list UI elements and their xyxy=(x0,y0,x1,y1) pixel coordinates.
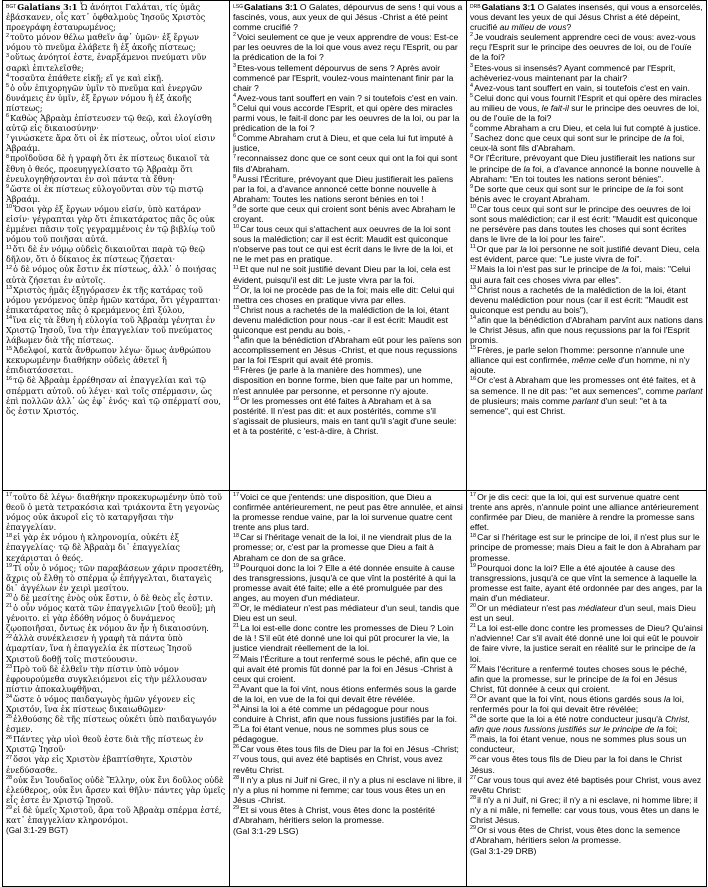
verse xyxy=(6,805,222,825)
verse-text: Aussi l'Écriture, prévoyant que Dieu justifierait les païens par la foi, a d'avance annoncé cette bonne nouvelle à Abraham: Toutes les nations seront bénies en toi ! xyxy=(233,173,454,204)
verse xyxy=(233,365,453,395)
verse xyxy=(470,694,684,714)
verse-text: Or, la loi ne procède pas de la foi; mais elle dit: Celui qui mettra ces choses en pratique vivra par elles. xyxy=(233,284,455,305)
verse-text: Frères (je parle à la manière des hommes), une disposition en bonne forme, bien que faite par un homme, n'est annulée par personne, et personne n'y ajoute. xyxy=(233,365,453,396)
verse xyxy=(233,133,453,153)
verse-text: Or je dis ceci: que la loi, qui est survenue quatre cent trente ans après, n'annule point une alliance antérieurement confirmée par Dieu, de manière à rendre la promesse sans effet. xyxy=(470,492,699,533)
verse-number: 4 xyxy=(470,82,474,89)
verse-text: Mais l'Écriture a tout renfermé sous le péché, afin que ce qui avait été promis fût donné par la foi en Jésus -Christ à ceux qui croient. xyxy=(233,653,457,684)
verse xyxy=(470,204,698,244)
verse xyxy=(6,775,225,805)
verse-number: 16 xyxy=(6,375,13,382)
verse-number: 7 xyxy=(470,133,474,140)
verse-number: 22 xyxy=(6,633,13,640)
verse-text: ὥστε ὁ νόμος παιδαγωγὸς ἡμῶν γέγονεν εἰς Χριστόν, ἵνα ἐκ πίστεως δικαιωθῶμεν· xyxy=(6,693,195,714)
verse-text: ἵνα εἰς τὰ ἔθνη ἡ εὐλογία τοῦ Ἀβραὰμ γένηται ἐν Χριστῷ Ἰησοῦ, ἵνα τὴν ἐπαγγελίαν τοῦ πνεύματος λάβωμεν διὰ τῆς πίστεως. xyxy=(6,314,216,346)
verse-text: τοῦτο μόνον θέλω μαθεῖν ἀφ᾽ ὑμῶν· ἐξ ἔργων νόμου τὸ πνεῦμα ἐλάβετε ἢ ἐξ ἀκοῆς πίστεως; xyxy=(6,32,199,53)
verse-number: 9 xyxy=(6,184,10,190)
verse-number: 8 xyxy=(6,153,10,160)
verse-number: 9 xyxy=(470,183,474,190)
verse-text: reconnaissez donc que ce sont ceux qui ont la foi qui sont fils d'Abraham. xyxy=(233,153,458,174)
verse xyxy=(6,694,195,714)
verse-text: προϊδοῦσα δὲ ἡ γραφὴ ὅτι ἐκ πίστεως δικαιοῖ τὰ ἔθνη ὁ θεός, προευηγγελίσατο τῷ Ἀβραὰμ ὅτι ἐνευλογηθήσονται ἐν σοὶ πάντα τὰ ἔθνη· xyxy=(6,153,210,184)
verse xyxy=(470,133,684,153)
drb-verses-17-29 xyxy=(470,492,703,845)
verse xyxy=(233,724,429,744)
verse xyxy=(6,315,215,345)
verse-number: 5 xyxy=(233,103,237,110)
verse-text: La loi est-elle donc contre les promesses de Dieu ? Loin de là ! S'il eût été donné une loi qui pût procurer la vie, la justice viendrait réellement de la loi. xyxy=(233,623,454,654)
verse xyxy=(470,623,703,663)
verse-text: afin que la bénédiction d'Abraham eût pour les païens son accomplissement en Jésus -Christ, et que nous reçussions par la foi l'Esprit qui avait été promis. xyxy=(233,335,462,366)
bgt-cell-top xyxy=(3,1,230,491)
verse-number: 21 xyxy=(470,623,477,630)
verse xyxy=(233,32,458,62)
verse-number: 3 xyxy=(6,52,10,59)
verse-number: 27 xyxy=(6,754,13,761)
verse-text: Or, le médiateur n'est pas médiateur d'un seul, tandis que Dieu est un seul. xyxy=(233,603,460,624)
verse-number: 5 xyxy=(6,83,10,90)
drb-reference: (Gal 3:1-29 DRB) xyxy=(470,846,537,857)
verse-text: Car vous tous qui avez été baptisés pour Christ, vous avez revêtu Christ: xyxy=(470,774,702,795)
verse xyxy=(470,123,700,133)
verse-text: γινώσκετε ἄρα ὅτι οἱ ἐκ πίστεως, οὗτοι υἱοί εἰσιν Ἀβραάμ. xyxy=(6,133,216,154)
verse-number: 26 xyxy=(6,734,13,741)
verse-text: εἰ δὲ ὑμεῖς Χριστοῦ, ἄρα τοῦ Ἀβραὰμ σπέρμα ἐστέ, κατ᾽ ἐπαγγελίαν κληρονόμοι. xyxy=(6,804,222,825)
verse-number: 25 xyxy=(470,734,477,741)
verse xyxy=(233,744,459,754)
verse-text: Car tous ceux qui sont sur le principe des oeuvres de loi sont sous malédiction; car il est écrit: "Maudit est quiconque ne persévère pas dans toutes les choses qui sont écrites dans le livre de la loi pour les faire". xyxy=(470,203,698,245)
bgt-reference: (Gal 3:1-29 BGT) xyxy=(6,826,69,836)
verse xyxy=(233,532,451,562)
verse xyxy=(470,775,701,795)
verse-number: 17 xyxy=(233,492,240,499)
verse xyxy=(6,83,202,113)
verse-number: 28 xyxy=(233,774,240,781)
verse-number: 17 xyxy=(470,492,477,499)
drb-verses-1-16 xyxy=(470,2,703,416)
verse-number: 8 xyxy=(470,153,474,160)
verse-text: De sorte que ceux qui sont sur le principe de la foi sont bénis avec le croyant Abraham. xyxy=(470,183,684,204)
verse-number: 24 xyxy=(233,704,240,711)
verse-text: comme Abraham a cru Dieu, et cela lui fut compté à justice. xyxy=(474,123,701,134)
verse-number: 6 xyxy=(6,113,10,120)
verse-text: Avez-vous tant souffert en vain, si toutefois c'est en vain. xyxy=(474,82,690,93)
verse-text: οὐκ ἔνι Ἰουδαῖος οὐδὲ Ἕλλην, οὐκ ἔνι δοῦλος οὐδὲ ἐλεύθερος, οὐκ ἔνι ἄρσεν καὶ θῆλυ· πάντες γὰρ ὑμεῖς εἷς ἐστε ἐν Χριστῷ Ἰησοῦ. xyxy=(6,774,226,805)
verse xyxy=(470,714,690,734)
verse-text: car vous êtes tous fils de Dieu par la foi dans le Christ Jésus. xyxy=(470,754,683,775)
verse xyxy=(6,184,203,204)
verse xyxy=(470,63,675,83)
verse-number: 10 xyxy=(6,204,13,211)
verse xyxy=(233,603,459,623)
verse-number: 13 xyxy=(6,284,13,291)
verse-number: 25 xyxy=(233,724,240,731)
verse-number: 22 xyxy=(233,653,240,660)
verse xyxy=(6,204,215,244)
verse-number: 14 xyxy=(6,315,13,322)
drb-version-tag: DRB xyxy=(470,4,481,10)
verse-number: 14 xyxy=(470,315,477,322)
verse xyxy=(6,52,206,72)
verse xyxy=(470,492,699,532)
verse-text: Frères, je parle selon l'homme: personne n'annule une alliance qui est confirmée, même celle d'un homme, ni n'y ajoute. xyxy=(470,345,690,376)
lsg-version-tag: LSG xyxy=(233,4,244,10)
verse-number: 22 xyxy=(470,663,477,670)
verse-number: 15 xyxy=(470,345,477,352)
verse xyxy=(233,754,443,774)
verse xyxy=(470,93,702,123)
verse-text: Or avant que la foi vînt, nous étions gardés sous la loi, renfermés pour la foi qui devait être révélée; xyxy=(470,693,684,714)
verse xyxy=(6,285,221,315)
verse xyxy=(470,375,703,415)
verse-text: ὥστε οἱ ἐκ πίστεως εὐλογοῦνται σὺν τῷ πιστῷ Ἀβραάμ. xyxy=(6,183,204,204)
verse-text: Pourquoi donc la loi? Elle a été ajoutée à cause des transgressions, jusqu'à ce que vînt la semence à laquelle la promesse est faite, ayant été ordonnée par des anges, par la main d'un médiateur. xyxy=(470,562,703,603)
verse-text: Or c'est à Abraham que les promesses ont été faites, et à sa semence. Il ne dit pas: "et aux semences", comme parlant de plusieurs; mais comme parlant d'un seul: "et à ta semence", qui est Christ. xyxy=(470,375,703,416)
verse xyxy=(470,563,702,603)
parallel-table xyxy=(2,0,707,887)
verse xyxy=(233,305,449,335)
verse-text: La loi est-elle donc contre les promesses de Dieu? Qu'ainsi n'advienne! Car s'il avait été donné une loi qui eût le pouvoir de faire vivre, la justice serait en réalité sur le principe de la loi. xyxy=(470,623,703,664)
verse-number: 26 xyxy=(470,754,477,761)
verse xyxy=(6,633,192,663)
verse-number: 4 xyxy=(233,92,237,99)
verse-number: 18 xyxy=(233,532,240,539)
verse xyxy=(6,603,215,633)
verse-number: 25 xyxy=(6,714,13,721)
verse-number: 19 xyxy=(6,562,13,569)
verse-number: 16 xyxy=(470,375,477,382)
verse-number: 12 xyxy=(6,264,13,271)
verse xyxy=(233,63,453,93)
bgt-heading: Galatians 3:1 xyxy=(17,2,78,12)
verse-text: Mais la loi n'est pas sur le principe de la foi, mais: "Celui qui aura fait ces choses vivra par elles". xyxy=(470,264,691,285)
verse-number: 26 xyxy=(233,744,240,751)
verse xyxy=(470,664,687,694)
verse xyxy=(470,264,691,284)
verse-number: 9 xyxy=(233,204,237,211)
verse xyxy=(233,396,456,436)
verse xyxy=(470,244,699,264)
verse-number: 24 xyxy=(470,714,477,721)
verse xyxy=(6,734,203,754)
verse-number: 2 xyxy=(233,32,237,39)
verse xyxy=(233,93,458,103)
verse xyxy=(6,563,224,593)
verse-number: 3 xyxy=(233,62,237,69)
verse xyxy=(233,563,456,603)
verse-number: 16 xyxy=(233,395,240,402)
verse-text: Il n'y a plus ni Juif ni Grec, il n'y a plus ni esclave ni libre, il n'y a plus ni homme ni femme; car tous vous êtes un en Jésus -Christ. xyxy=(233,774,462,805)
verse xyxy=(6,244,205,264)
verse-number: 28 xyxy=(470,794,477,801)
verse-text: Car vous êtes tous fils de Dieu par la foi en Jésus -Christ; xyxy=(240,744,459,755)
verse-number: 14 xyxy=(233,335,240,342)
verse-text: de sorte que ceux qui croient sont bénis avec Abraham le croyant. xyxy=(233,203,456,224)
verse-number: 13 xyxy=(233,304,240,311)
verse-number: 23 xyxy=(6,663,13,670)
verse-number: 3 xyxy=(470,62,474,69)
verse-number: 11 xyxy=(6,244,12,251)
lsg-cell-top xyxy=(230,1,467,491)
verse-text: Sachez donc que ceux qui sont sur le principe de la foi, ceux-là sont fils d'Abraham. xyxy=(470,133,685,154)
verse-number: 17 xyxy=(6,492,13,499)
verse-text: Celui donc qui vous fournit l'Esprit et qui opère des miracles au milieu de vous, le fait-il sur le principe des oeuvres de loi, ou de l'ouïe de la foi? xyxy=(470,92,702,124)
verse xyxy=(233,335,462,365)
verse xyxy=(470,825,680,845)
lsg-verses-17-29 xyxy=(233,492,463,825)
verse-text: Etes-vous tellement dépourvus de sens ? Après avoir commencé par l'Esprit, voulez-vous maintenant finir par la chair ? xyxy=(233,62,454,93)
verse-text: Christ nous a rachetés de la malédiction de la loi, étant devenu malédiction pour nous (car il est écrit: "Maudit est quiconque est pendu au bois"), xyxy=(470,284,688,315)
drb-heading: Galatians 3:1 xyxy=(481,2,536,12)
verse-text: Χριστὸς ἡμᾶς ἐξηγόρασεν ἐκ τῆς κατάρας τοῦ νόμου γενόμενος ὑπὲρ ἡμῶν κατάρα, ὅτι γέγραπται· ἐπικατάρατος πᾶς ὁ κρεμάμενος ἐπὶ ξύλου, xyxy=(6,284,221,315)
verse xyxy=(233,654,457,684)
verse xyxy=(6,345,211,375)
verse xyxy=(233,103,459,133)
verse-number: 5 xyxy=(470,92,474,99)
verse-number: 27 xyxy=(470,774,477,781)
verse-text: Car tous ceux qui s'attachent aux oeuvres de la loi sont sous la malédiction; car il est écrit: Maudit est quiconque n'observe pas tout ce qui est écrit dans le livre de la loi, et ne le met pas en pratique. xyxy=(233,224,453,265)
verse-number: 18 xyxy=(470,532,477,539)
verse-number: 6 xyxy=(470,123,474,130)
verse-text: ὁ οὖν ἐπιχορηγῶν ὑμῖν τὸ πνεῦμα καὶ ἐνεργῶν δυνάμεις ἐν ὑμῖν, ἐξ ἔργων νόμου ἢ ἐξ ἀκοῆς πίστεως; xyxy=(6,82,203,113)
verse-text: Ὦ ἀνόητοι Γαλάται, τίς ὑμᾶς ἐβάσκανεν, οἷς κατ᾽ ὀφθαλμοὺς Ἰησοῦς Χριστὸς προεγράφη ἐσταυρωμένος; xyxy=(6,2,206,33)
verse-number: 11 xyxy=(233,264,239,271)
verse-text: mais, la foi étant venue, nous ne sommes plus sous un conducteur, xyxy=(470,734,687,755)
verse-text: οὕτως ἀνόητοί ἐστε, ἐναρξάμενοι πνεύματι νῦν σαρκὶ ἐπιτελεῖσθε; xyxy=(6,52,207,73)
lsg-verses-1-16 xyxy=(233,2,462,436)
verse xyxy=(233,174,453,204)
verse xyxy=(470,315,703,345)
verse xyxy=(6,133,215,153)
verse xyxy=(233,704,457,724)
verse-number: 8 xyxy=(233,173,237,180)
verse-text: Or les promesses ont été faites à Abraham et à sa postérité. Il n'est pas dit: et aux postérités, comme s'il s'agissait de plusieurs, mais en tant qu'il s'agit d'une seule: et à ta postérité, c 'est-à-dire, à Christ. xyxy=(233,395,457,436)
verse-text: Christ nous a rachetés de la malédiction de la loi, étant devenu malédiction pour nous -car il est écrit: Maudit est quiconque est pendu au bois, - xyxy=(233,304,449,335)
verse xyxy=(470,184,683,204)
verse-text: ἐλθούσης δὲ τῆς πίστεως οὐκέτι ὑπὸ παιδαγωγόν ἐσμεν. xyxy=(6,714,217,735)
verse-text: τοσαῦτα ἐπάθετε εἰκῇ; εἴ γε καὶ εἰκῇ. xyxy=(10,72,164,83)
lsg-reference: (Gal 3:1-29 LSG) xyxy=(233,826,299,837)
verse-text: La foi étant venue, nous ne sommes plus sous ce pédagogue. xyxy=(233,724,429,745)
verse-text: τῷ δὲ Ἀβραὰμ ἐρρέθησαν αἱ ἐπαγγελίαι καὶ τῷ σπέρματι αὐτοῦ. οὐ λέγει· καὶ τοῖς σπέρμασιν, ὡς ἐπὶ πολλῶν ἀλλ᾽ ὡς ἐφ᾽ ἑνός· καὶ τῷ σπέρματί σου, ὅς ἐστιν Χριστός. xyxy=(6,375,222,416)
verse-text: Car si l'héritage venait de la loi, il ne viendrait plus de la promesse; or, c'est par la promesse que Dieu a fait à Abraham ce don de sa grâce. xyxy=(233,532,452,563)
verse-number: 10 xyxy=(233,224,240,231)
verse xyxy=(6,492,222,532)
verse-text: ὁ δὲ μεσίτης ἑνὸς οὐκ ἔστιν, ὁ δὲ θεὸς εἷς ἐστιν. xyxy=(13,592,213,603)
verse xyxy=(6,714,217,734)
verse-text: Etes-vous si insensés? Ayant commencé par l'Esprit, achèveriez-vous maintenant par la chair? xyxy=(470,62,676,83)
drb-cell-top xyxy=(467,1,707,491)
drb-cell-bottom xyxy=(467,491,707,887)
verse-number: 2 xyxy=(6,32,10,39)
verse-number: 24 xyxy=(6,694,13,701)
verse-text: Celui qui vous accorde l'Esprit, et qui opère des miracles parmi vous, le fait-il donc par les oeuvres de la loi, ou par la prédication de la foi ? xyxy=(233,102,460,134)
verse-number: 10 xyxy=(470,204,477,211)
verse-number: 23 xyxy=(470,694,477,701)
verse xyxy=(470,32,696,62)
verse-number: 28 xyxy=(6,774,13,781)
verse-text: Ὅσοι γὰρ ἐξ ἔργων νόμου εἰσίν, ὑπὸ κατάραν εἰσίν· γέγραπται γὰρ ὅτι ἐπικατάρατος πᾶς ὃς οὐκ ἐμμένει πᾶσιν τοῖς γεγραμμένοις ἐν τῷ βιβλίῳ τοῦ νόμου τοῦ ποιῆσαι αὐτά. xyxy=(6,203,216,245)
verse xyxy=(6,73,164,83)
verse xyxy=(6,113,212,133)
verse-text: ὅτι δὲ ἐν νόμῳ οὐδεὶς δικαιοῦται παρὰ τῷ θεῷ δῆλον, ὅτι ὁ δίκαιος ἐκ πίστεως ζήσεται· xyxy=(6,244,205,265)
verse-text: ὅσοι γὰρ εἰς Χριστὸν ἐβαπτίσθητε, Χριστὸν ἐνεδύσασθε. xyxy=(6,754,193,775)
bgt-verses-17-29 xyxy=(6,492,225,825)
verse xyxy=(470,153,700,183)
verse-text: Or si vous êtes de Christ, vous êtes donc la semence d'Abraham, héritiers selon la promesse. xyxy=(470,825,681,846)
verse-text: Mais l'écriture a renfermé toutes choses sous le péché, afin que la promesse, sur le principe de la foi en Jésus Christ, fût donnée à ceux qui croient. xyxy=(470,663,688,694)
verse-text: Or l'Écriture, prévoyant que Dieu justifierait les nations sur le principe de la foi, a d'avance annoncé la bonne nouvelle à Abraham: "En toi toutes les nations seront bénies". xyxy=(470,153,701,184)
verse xyxy=(233,775,462,805)
verse-number: 21 xyxy=(6,603,13,610)
verse-number: 20 xyxy=(6,593,13,600)
verse-text: Comme Abraham crut à Dieu, et que cela lui fut imputé à justice, xyxy=(233,133,453,154)
verse-text: Et que nul ne soit justifié devant Dieu par la loi, cela est évident, puisqu'il est dit: Le juste vivra par la foi. xyxy=(233,264,451,285)
verse xyxy=(6,754,192,774)
verse xyxy=(6,153,210,183)
verse-number: 29 xyxy=(233,805,240,812)
verse-number: 12 xyxy=(233,284,240,291)
verse xyxy=(470,754,682,774)
bgt-cell-bottom xyxy=(3,491,230,887)
verse-text: il n'y a ni Juif, ni Grec; il n'y a ni esclave, ni homme libre; il n'y a ni mâle, ni femelle: car vous tous, vous êtes un dans le Christ Jésus. xyxy=(470,794,700,825)
verse-number: 4 xyxy=(6,72,10,79)
verse-number: 29 xyxy=(470,825,477,832)
verse xyxy=(6,532,180,562)
verse-text: εἰ γὰρ ἐκ νόμου ἡ κληρονομία, οὐκέτι ἐξ ἐπαγγελίας· τῷ δὲ Ἀβραὰμ δι᾽ ἐπαγγελίας κεχάρισται ὁ θεός. xyxy=(6,532,180,563)
verse-text: Pourquoi donc la loi ? Elle a été donnée ensuite à cause des transgressions, jusqu'à ce que vînt la postérité à qui la promesse avait été faite; elle a été promulguée par des anges, au moyen d'un médiateur. xyxy=(233,562,456,603)
verse-text: ὁ οὖν νόμος κατὰ τῶν ἐπαγγελιῶν [τοῦ θεοῦ]; μὴ γένοιτο. εἰ γὰρ ἐδόθη νόμος ὁ δυνάμενος ζῳοποιῆσαι, ὄντως ἐκ νόμου ἂν ἦν ἡ δικαιοσύνη. xyxy=(6,603,216,634)
verse-number: 18 xyxy=(6,532,13,539)
verse xyxy=(233,805,435,825)
verse-number: 21 xyxy=(233,623,240,630)
verse xyxy=(6,264,216,284)
verse-number: 13 xyxy=(470,284,477,291)
verse xyxy=(233,492,463,532)
verse xyxy=(6,375,221,415)
verse-text: Avez-vous tant souffert en vain ? si toutefois c'est en vain. xyxy=(237,92,458,103)
verse xyxy=(233,264,450,284)
verse-number: 29 xyxy=(6,805,13,812)
verse-number: 15 xyxy=(233,365,240,372)
verse xyxy=(470,795,699,825)
lsg-cell-bottom xyxy=(230,491,467,887)
verse-number: 6 xyxy=(233,133,237,140)
verse-text: O Galates, dépourvus de sens ! qui vous a fascinés, vous, aux yeux de qui Jésus -Christ a été peint comme crucifié ? xyxy=(233,2,463,33)
lsg-heading: Galatians 3:1 xyxy=(244,2,298,12)
verse xyxy=(6,32,199,52)
verse-text: ἀλλὰ συνέκλεισεν ἡ γραφὴ τὰ πάντα ὑπὸ ἁμαρτίαν, ἵνα ἡ ἐπαγγελία ἐκ πίστεως Ἰησοῦ Χριστοῦ δοθῇ τοῖς πιστεύουσιν. xyxy=(6,633,192,664)
verse xyxy=(470,345,690,375)
verse-number: 20 xyxy=(470,603,477,610)
verse xyxy=(233,224,453,264)
verse xyxy=(233,153,457,173)
verse-text: ὁ δὲ νόμος οὐκ ἔστιν ἐκ πίστεως, ἀλλ᾽ ὁ ποιήσας αὐτὰ ζήσεται ἐν αὐτοῖς. xyxy=(6,264,217,285)
verse xyxy=(470,603,696,623)
verse xyxy=(470,285,688,315)
verse-text: Τί οὖν ὁ νόμος; τῶν παραβάσεων χάριν προσετέθη, ἄχρις οὗ ἔλθῃ τὸ σπέρμα ᾧ ἐπήγγελται, διαταγεὶς δι᾽ ἀγγέλων ἐν χειρὶ μεσίτου. xyxy=(6,562,224,593)
verse-text: afin que la bénédiction d'Abraham parvînt aux nations dans le Christ Jésus, afin que nous reçussions par la foi l'Esprit promis. xyxy=(470,314,703,346)
verse-text: Ainsi la loi a été comme un pédagogue pour nous conduire à Christ, afin que nous fussions justifiés par la foi. xyxy=(233,703,458,725)
verse-number: 19 xyxy=(233,562,240,569)
verse-text: Ἀδελφοί, κατὰ ἄνθρωπον λέγω· ὅμως ἀνθρώπου κεκυρωμένην διαθήκην οὐδεὶς ἀθετεῖ ἢ ἐπιδιατάσσεται. xyxy=(6,345,211,376)
verse-text: Voici seulement ce que je veux apprendre de vous: Est-ce par les oeuvres de la loi que vous avez reçu l'Esprit, ou par la prédication de la foi ? xyxy=(233,32,459,63)
verse-number: 23 xyxy=(233,683,240,690)
verse-text: Πρὸ τοῦ δὲ ἐλθεῖν τὴν πίστιν ὑπὸ νόμον ἐφρουρούμεθα συγκλειόμενοι εἰς τὴν μέλλουσαν πίστιν ἀποκαλυφθῆναι, xyxy=(6,663,207,694)
verse xyxy=(6,593,213,603)
verse-number: 7 xyxy=(233,153,237,160)
verse xyxy=(6,664,207,694)
verse-number: 20 xyxy=(233,603,240,610)
verse-text: Or que par la loi personne ne soit justifié devant Dieu, cela est évident, parce que: "Le juste vivra de foi". xyxy=(470,244,700,265)
verse-number: 15 xyxy=(6,345,13,352)
bgt-version-tag: BGT xyxy=(6,4,17,10)
verse-text: Et si vous êtes à Christ, vous êtes donc la postérité d'Abraham, héritiers selon la promesse. xyxy=(233,804,436,825)
verse-text: Voici ce que j'entends: une disposition, que Dieu a confirmée antérieurement, ne peut pas être annulée, et ainsi la promesse rendue vaine, par la loi survenue quatre cent trente ans plus tard. xyxy=(233,492,463,533)
verse-number: 27 xyxy=(233,754,240,761)
verse-number: 11 xyxy=(470,244,476,251)
verse-text: Je voudrais seulement apprendre ceci de vous: avez-vous reçu l'Esprit sur le principe des oeuvres de loi, ou de l'ouïe de la foi? xyxy=(470,32,696,63)
verse-text: de sorte que la loi a été notre conducteur jusqu'à Christ, afin que nous fussions justifiés sur le principe de la foi; xyxy=(470,714,690,735)
verse-text: Καθὼς Ἀβραὰμ ἐπίστευσεν τῷ θεῷ, καὶ ἐλογίσθη αὐτῷ εἰς δικαιοσύνην· xyxy=(6,113,212,134)
verse-text: τοῦτο δὲ λέγω· διαθήκην προκεκυρωμένην ὑπὸ τοῦ θεοῦ ὁ μετὰ τετρακόσια καὶ τριάκοντα ἔτη γεγονὼς νόμος οὐκ ἀκυροῖ εἰς τὸ καταργῆσαι τὴν ἐπαγγελίαν. xyxy=(6,492,222,533)
verse-number: 2 xyxy=(470,32,474,39)
verse-text: Car si l'héritage est sur le principe de loi, il n'est plus sur le principe de promesse; mais Dieu a fait le don à Abraham par promesse. xyxy=(470,532,701,563)
verse-text: vous tous, qui avez été baptisés en Christ, vous avez revêtu Christ. xyxy=(233,754,443,775)
verse-number: 19 xyxy=(470,562,477,569)
verse-text: Πάντες γὰρ υἱοὶ θεοῦ ἐστε διὰ τῆς πίστεως ἐν Χριστῷ Ἰησοῦ· xyxy=(6,734,204,755)
verse-text: O Galates insensés, qui vous a ensorcelés, vous devant les yeux de qui Jésus Christ a été dépeint, crucifié au milieu de vous? xyxy=(470,2,703,33)
verse xyxy=(233,684,456,704)
verse xyxy=(470,532,701,562)
verse xyxy=(470,83,690,93)
verse-number: 7 xyxy=(6,133,10,140)
bgt-verses-1-16 xyxy=(6,2,221,416)
verse xyxy=(233,623,454,653)
verse-text: Or un médiateur n'est pas médiateur d'un seul, mais Dieu est un seul. xyxy=(470,603,696,624)
verse xyxy=(233,204,455,224)
verse xyxy=(470,734,686,754)
verse xyxy=(233,285,454,305)
verse-text: Avant que la foi vînt, nous étions enfermés sous la garde de la loi, en vue de la foi qui devait être révélée. xyxy=(233,683,457,704)
verse-number: 12 xyxy=(470,264,477,271)
